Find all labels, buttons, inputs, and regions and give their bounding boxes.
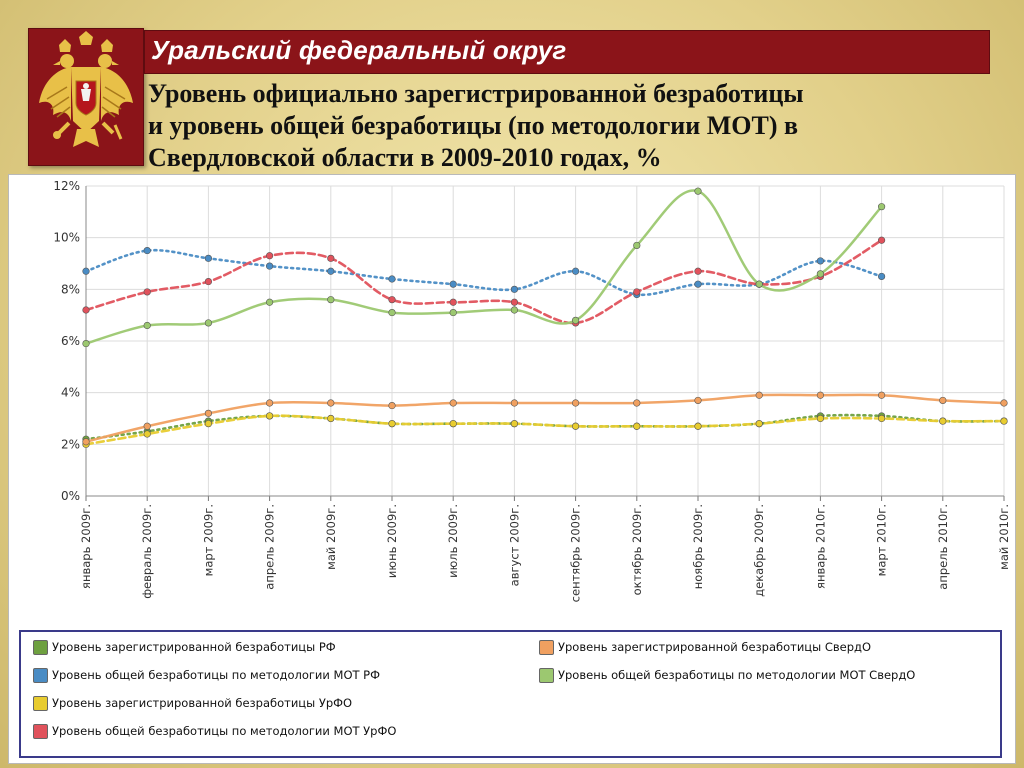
data-point (266, 263, 273, 270)
data-point (817, 415, 824, 422)
legend-swatch (33, 696, 48, 711)
subtitle-line: и уровень общей безработицы (по методологии МОТ) в (148, 111, 799, 140)
data-point (83, 340, 90, 347)
data-point (328, 268, 335, 275)
chart-panel (8, 174, 1016, 764)
data-point (205, 420, 212, 427)
data-point (756, 392, 763, 399)
emblem-panel (28, 28, 144, 166)
data-point (144, 247, 151, 254)
legend-swatch (33, 640, 48, 655)
subtitle-line: Свердловской области в 2009-2010 годах, % (148, 143, 662, 172)
data-point (205, 278, 212, 285)
data-point (144, 289, 151, 296)
x-tick-label: август 2009г. (507, 504, 522, 587)
data-point (695, 281, 702, 288)
y-tick-label: 6% (60, 334, 80, 348)
data-point (511, 286, 518, 293)
x-tick-label: май 2009г. (323, 504, 338, 570)
data-point (940, 397, 947, 404)
legend-label: Уровень зарегистрированной безработицы РФ (52, 640, 336, 654)
x-tick-label: февраль 2009г. (140, 504, 155, 599)
y-tick-label: 0% (60, 489, 80, 503)
x-tick-label: март 2009г. (201, 504, 216, 577)
data-point (1001, 400, 1008, 407)
data-point (817, 392, 824, 399)
x-tick-label: октябрь 2009г. (629, 504, 644, 596)
data-point (205, 320, 212, 327)
data-point (83, 307, 90, 314)
x-tick-label: июнь 2009г. (385, 504, 399, 579)
data-point (266, 299, 273, 306)
legend-item (539, 638, 871, 656)
x-tick-label: январь 2010г. (813, 504, 828, 589)
x-tick-label: май 2010г. (997, 504, 1011, 570)
data-point (572, 317, 579, 324)
data-point (817, 271, 824, 278)
data-point (389, 309, 396, 316)
legend-label: Уровень общей безработицы по методологии МОТ РФ (52, 668, 381, 682)
data-point (144, 431, 151, 438)
legend-label: Уровень общей безработицы по методологии МОТ СвердО (558, 668, 916, 682)
x-tick-label: январь 2009г. (79, 504, 93, 589)
data-point (878, 237, 885, 244)
russian-coat-of-arms-icon (29, 29, 143, 165)
data-point (572, 400, 579, 407)
data-point (328, 415, 335, 422)
x-tick-label: сентябрь 2009г. (568, 504, 583, 603)
y-tick-label: 12% (53, 179, 80, 193)
data-point (205, 255, 212, 262)
data-point (450, 309, 457, 316)
series-line (86, 190, 882, 343)
legend-swatch (539, 668, 554, 683)
data-point (328, 296, 335, 303)
data-point (83, 438, 90, 445)
data-point (389, 420, 396, 427)
x-tick-label: ноябрь 2009г. (691, 504, 705, 590)
data-point (634, 400, 641, 407)
data-point (266, 252, 273, 259)
data-point (878, 203, 885, 210)
data-point (511, 307, 518, 314)
legend-item (33, 722, 396, 740)
legend-swatch (33, 724, 48, 739)
data-point (511, 299, 518, 306)
y-tick-label: 10% (53, 230, 80, 245)
legend-label: Уровень зарегистрированной безработицы СвердО (558, 640, 872, 654)
page-title: Уральский федеральный округ (151, 35, 567, 65)
data-point (205, 410, 212, 417)
data-point (634, 289, 641, 296)
legend-item (33, 694, 352, 712)
data-point (83, 268, 90, 275)
legend-swatch (33, 668, 48, 683)
data-point (817, 258, 824, 265)
legend-item (539, 666, 915, 684)
data-point (328, 400, 335, 407)
legend-item (33, 638, 336, 656)
data-point (572, 268, 579, 275)
data-point (940, 418, 947, 425)
legend-label: Уровень общей безработицы по методологии МОТ УрФО (52, 724, 397, 738)
data-point (695, 423, 702, 430)
data-point (695, 268, 702, 275)
data-point (695, 397, 702, 404)
data-point (328, 255, 335, 262)
data-point (511, 420, 518, 427)
data-point (572, 423, 579, 430)
data-point (878, 273, 885, 280)
x-tick-label: июль 2009г. (446, 504, 461, 578)
line-chart (9, 175, 1015, 630)
data-point (634, 242, 641, 249)
x-tick-label: апрель 2009г. (262, 504, 277, 590)
data-point (756, 281, 763, 288)
y-tick-label: 8% (60, 282, 80, 297)
data-point (511, 400, 518, 407)
data-point (756, 420, 763, 427)
legend-label: Уровень зарегистрированной безработицы УрФО (52, 696, 353, 710)
data-point (389, 402, 396, 409)
data-point (878, 392, 885, 399)
data-point (389, 276, 396, 283)
data-point (144, 322, 151, 329)
data-point (389, 296, 396, 303)
data-point (1001, 418, 1008, 425)
data-point (450, 281, 457, 288)
data-point (634, 423, 641, 430)
data-point (450, 400, 457, 407)
data-point (266, 413, 273, 420)
title-bar (144, 30, 990, 74)
x-tick-label: апрель 2010г. (935, 504, 950, 590)
data-point (450, 420, 457, 427)
data-point (878, 415, 885, 422)
y-tick-label: 4% (60, 385, 80, 400)
data-point (144, 423, 151, 430)
data-point (695, 188, 702, 195)
x-tick-label: март 2010г. (874, 504, 889, 577)
chart-legend (19, 630, 1002, 758)
x-tick-label: декабрь 2009г. (752, 504, 767, 597)
chart-subtitle (148, 78, 1018, 174)
legend-swatch (539, 640, 554, 655)
legend-item (33, 666, 380, 684)
subtitle-line: Уровень официально зарегистрированной безработицы (148, 79, 804, 108)
data-point (450, 299, 457, 306)
y-tick-label: 2% (60, 437, 80, 452)
data-point (266, 400, 273, 407)
